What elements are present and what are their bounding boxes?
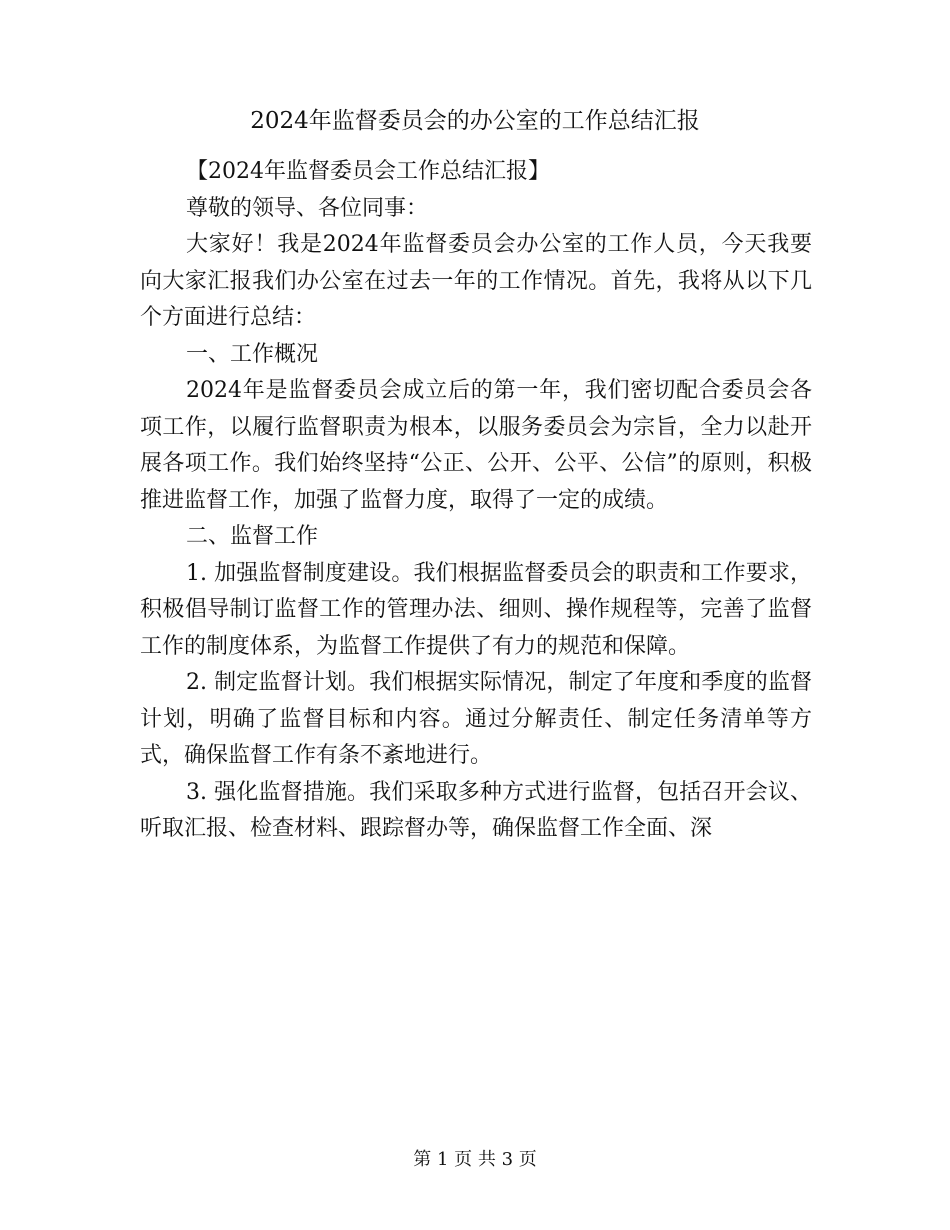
- paragraph-subtitle: 【2024年监督委员会工作总结汇报】: [186, 159, 550, 184]
- paragraph-item-1: 1. 加强监督制度建设。我们根据监督委员会的职责和工作要求，积极倡导制订监督工作的管理办法、细则、操作规程等，完善了监督工作的制度体系，为监督工作提供了有力的规范和保障。: [140, 560, 812, 659]
- document-body: [140, 154, 812, 848]
- paragraph-overview: 2024年是监督委员会成立后的第一年，我们密切配合委员会各项工作，以履行监督职责为根本，以服务委员会为宗旨，全力以赴开展各项工作。我们始终坚持“公正、公开、公平、公信”的原则，积极推进监督工作，加强了监督力度，取得了一定的成绩。: [140, 378, 812, 513]
- paragraph-salutation: 尊敬的领导、各位同事：: [186, 195, 429, 221]
- paragraph-item-2: 2. 制定监督计划。我们根据实际情况，制定了年度和季度的监督计划，明确了监督目标和内容。通过分解责任、制定任务清单等方式，确保监督工作有条不紊地进行。: [140, 670, 812, 768]
- paragraph-intro: 大家好！我是2024年监督委员会办公室的工作人员，今天我要向大家汇报我们办公室在过去一年的工作情况。首先，我将从以下几个方面进行总结：: [140, 232, 812, 330]
- section-heading-overview: 一、工作概况: [186, 341, 319, 367]
- section-heading-supervision: 二、监督工作: [186, 524, 319, 549]
- page-footer: 第 1 页 共 3 页: [413, 1149, 537, 1170]
- paragraph-item-3: 3. 强化监督措施。我们采取多种方式进行监督，包括召开会议、听取汇报、检查材料、跟踪督办等，确保监督工作全面、深: [140, 779, 812, 841]
- document-title: 2024年监督委员会的办公室的工作总结汇报: [250, 108, 700, 134]
